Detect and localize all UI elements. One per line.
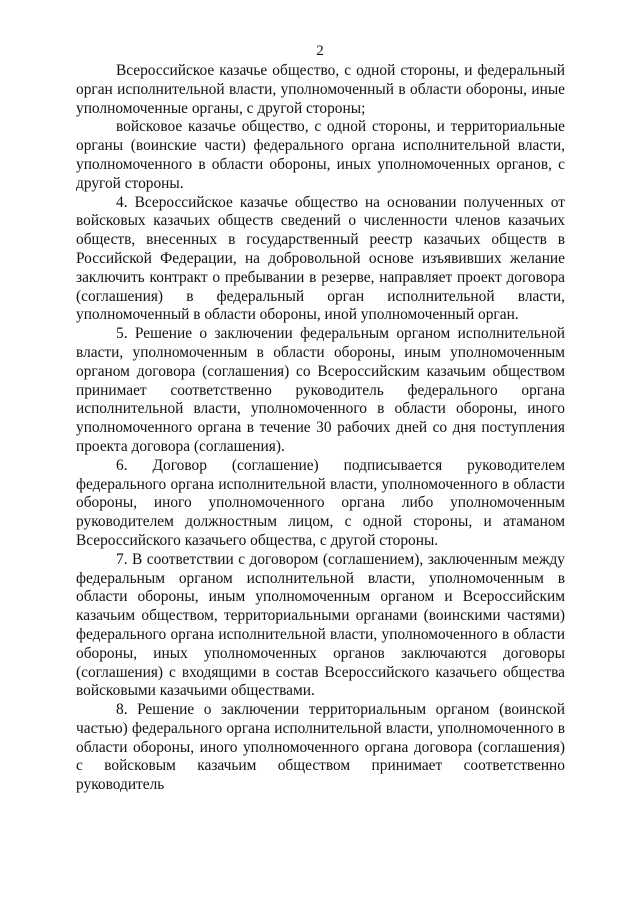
- paragraph-item-8: 8. Решение о заключении территориальным органом (воинской частью) федерального органа исполнительной власти, уполномоченного в области обороны, иного уполномоченного органа договора (соглашения) с войсковым казачьим обществом принимает соответственно руководитель: [76, 701, 565, 794]
- document-body: [76, 62, 565, 795]
- paragraph-item-6: 6. Договор (соглашение) подписывается руководителем федерального органа исполнительной власти, уполномоченного в области обороны, иного уполномоченного органа либо уполномоченным руководителем должностным лицом, с одной стороны, и атаманом Всероссийского казачьего общества, с другой стороны.: [76, 456, 565, 549]
- paragraph-item-7: 7. В соответствии с договором (соглашением), заключенным между федеральным органом исполнительной власти, уполномоченным в области обороны, иным уполномоченным органом и Всероссийским казачьим обществом, территориальными органами (воинскими частями) федерального органа исполнительной власти, уполномоченного в области обороны, иных уполномоченных органов заключаются договоры (соглашения) с входящими в состав Всероссийского казачьего общества войсковыми казачьими обществами.: [76, 550, 565, 700]
- paragraph-parties-territorial: войсковое казачье общество, с одной стороны, и территориальные органы (воинские части) федерального органа исполнительной власти, уполномоченного в области обороны, иных уполномоченных органов, с другой стороны.: [76, 118, 565, 192]
- page-number: 2: [316, 43, 324, 59]
- paragraph-item-5: 5. Решение о заключении федеральным органом исполнительной власти, уполномоченным в области обороны, иным уполномоченным органом договора (соглашения) со Всероссийским казачьим обществом принимает соответственно руководитель федерального органа исполнительной власти, уполномоченного в области обороны, иного уполномоченного органа в течение 30 рабочих дней со дня поступления проекта договора (соглашения).: [76, 325, 565, 455]
- paragraph-item-4: 4. Всероссийское казачье общество на основании полученных от войсковых казачьих обществ сведений о численности членов казачьих обществ, внесенных в государственный реестр казачьих обществ в Российской Федерации, на добровольной основе изъявивших желание заключить контракт о пребывании в резерве, направляет проект договора (соглашения) в федеральный орган исполнительной власти, уполномоченный в области обороны, иной уполномоченный орган.: [76, 193, 565, 324]
- paragraph-parties-federal: Всероссийское казачье общество, с одной стороны, и федеральный орган исполнительной власти, уполномоченный в области обороны, иные уполномоченные органы, с другой стороны;: [76, 62, 565, 117]
